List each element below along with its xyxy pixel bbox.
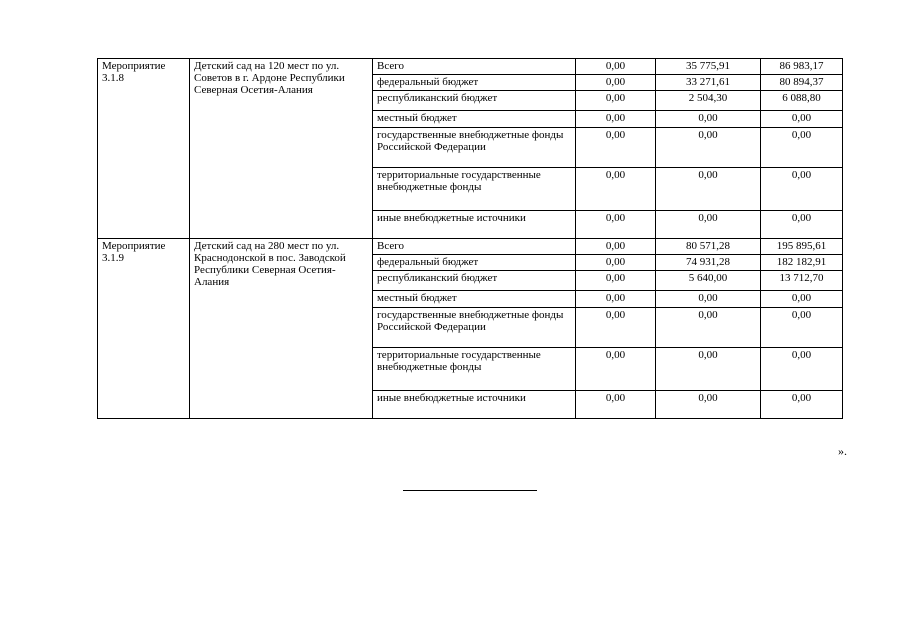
value-cell: 6 088,80 bbox=[761, 91, 843, 111]
value-cell: 0,00 bbox=[656, 391, 761, 419]
source-cell: иные внебюджетные источники bbox=[373, 211, 576, 239]
value-cell: 2 504,30 bbox=[656, 91, 761, 111]
source-cell: государственные внебюджетные фонды Российской Федерации bbox=[373, 128, 576, 168]
source-cell: иные внебюджетные источники bbox=[373, 391, 576, 419]
value-cell: 0,00 bbox=[761, 308, 843, 348]
value-cell: 0,00 bbox=[656, 348, 761, 391]
value-cell: 195 895,61 bbox=[761, 239, 843, 255]
value-cell: 0,00 bbox=[576, 308, 656, 348]
value-cell: 33 271,61 bbox=[656, 75, 761, 91]
object-cell: Детский сад на 280 мест по ул. Краснодонской в пос. Заводской Республики Северная Осетия-Алания bbox=[190, 239, 373, 419]
value-cell: 0,00 bbox=[761, 168, 843, 211]
value-cell: 86 983,17 bbox=[761, 59, 843, 75]
event-cell: Мероприятие 3.1.8 bbox=[98, 59, 190, 239]
value-cell: 0,00 bbox=[761, 211, 843, 239]
source-cell: местный бюджет bbox=[373, 291, 576, 308]
value-cell: 80 894,37 bbox=[761, 75, 843, 91]
value-cell: 0,00 bbox=[576, 239, 656, 255]
table-row bbox=[98, 239, 843, 255]
value-cell: 0,00 bbox=[761, 291, 843, 308]
value-cell: 0,00 bbox=[656, 111, 761, 128]
value-cell: 0,00 bbox=[761, 111, 843, 128]
value-cell: 0,00 bbox=[576, 291, 656, 308]
value-cell: 0,00 bbox=[656, 308, 761, 348]
value-cell: 0,00 bbox=[576, 391, 656, 419]
value-cell: 0,00 bbox=[656, 168, 761, 211]
source-cell: государственные внебюджетные фонды Российской Федерации bbox=[373, 308, 576, 348]
value-cell: 74 931,28 bbox=[656, 255, 761, 271]
value-cell: 0,00 bbox=[656, 211, 761, 239]
object-cell: Детский сад на 120 мест по ул. Советов в г. Ардоне Республики Северная Осетия-Алания bbox=[190, 59, 373, 239]
value-cell: 35 775,91 bbox=[656, 59, 761, 75]
source-cell: территориальные государственные внебюджетные фонды bbox=[373, 168, 576, 211]
source-cell: Всего bbox=[373, 239, 576, 255]
event-cell: Мероприятие 3.1.9 bbox=[98, 239, 190, 419]
source-cell: Всего bbox=[373, 59, 576, 75]
value-cell: 0,00 bbox=[576, 111, 656, 128]
value-cell: 13 712,70 bbox=[761, 271, 843, 291]
source-cell: федеральный бюджет bbox=[373, 255, 576, 271]
value-cell: 0,00 bbox=[576, 271, 656, 291]
value-cell: 0,00 bbox=[576, 211, 656, 239]
source-cell: республиканский бюджет bbox=[373, 91, 576, 111]
value-cell: 0,00 bbox=[576, 255, 656, 271]
value-cell: 0,00 bbox=[761, 348, 843, 391]
separator-line bbox=[403, 490, 537, 491]
closing-quote-mark: ». bbox=[838, 444, 847, 458]
value-cell: 0,00 bbox=[576, 128, 656, 168]
value-cell: 0,00 bbox=[656, 128, 761, 168]
source-cell: федеральный бюджет bbox=[373, 75, 576, 91]
value-cell: 0,00 bbox=[656, 291, 761, 308]
source-cell: местный бюджет bbox=[373, 111, 576, 128]
table-row bbox=[98, 59, 843, 75]
value-cell: 5 640,00 bbox=[656, 271, 761, 291]
value-cell: 0,00 bbox=[576, 75, 656, 91]
source-cell: республиканский бюджет bbox=[373, 271, 576, 291]
source-cell: территориальные государственные внебюджетные фонды bbox=[373, 348, 576, 391]
value-cell: 0,00 bbox=[761, 128, 843, 168]
value-cell: 0,00 bbox=[576, 348, 656, 391]
value-cell: 80 571,28 bbox=[656, 239, 761, 255]
value-cell: 0,00 bbox=[761, 391, 843, 419]
value-cell: 182 182,91 bbox=[761, 255, 843, 271]
value-cell: 0,00 bbox=[576, 91, 656, 111]
value-cell: 0,00 bbox=[576, 168, 656, 211]
value-cell: 0,00 bbox=[576, 59, 656, 75]
funding-table bbox=[97, 58, 843, 419]
